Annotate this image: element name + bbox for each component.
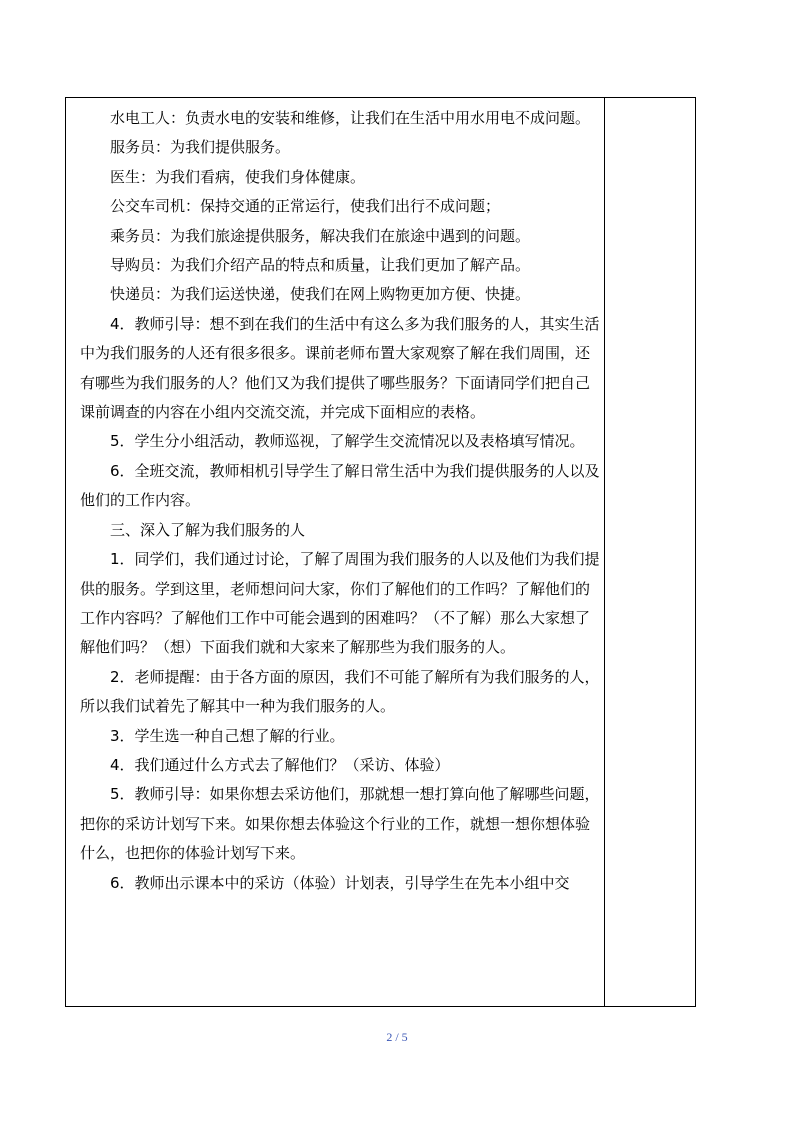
paragraph-step-5: 5．学生分小组活动，教师巡视，了解学生交流情况以及表格填写情况。 bbox=[110, 432, 585, 451]
paragraph-bus-driver: 公交车司机：保持交通的正常运行，使我们出行不成问题； bbox=[110, 197, 501, 216]
paragraph-waiter: 服务员：为我们提供服务。 bbox=[110, 138, 291, 157]
paragraph-part3-step-1: 1．同学们，我们通过讨论，了解了周围为我们服务的人以及他们为我们提供的服务。学到这里，老师想问问大家，你们了解他们的工作吗？了解他们的工作内容吗？了解他们工作中可能会遇到的困难吗？（不了解）那么大家想了解他们吗？（想）下面我们就和大家来了解那些为我们服务的人。 bbox=[80, 550, 600, 657]
paragraph-step-6: 6．全班交流，教师相机引导学生了解日常生活中为我们提供服务的人以及他们的工作内容。 bbox=[80, 461, 600, 510]
paragraph-part3-step-2: 2．老师提醒：由于各方面的原因，我们不可能了解所有为我们服务的人，所以我们试着先了解其中一种为我们服务的人。 bbox=[80, 667, 600, 716]
page-number: 2 / 5 bbox=[386, 1030, 408, 1044]
paragraph-part3-step-6: 6．教师出示课本中的采访（体验）计划表，引导学生在先本小组中交 bbox=[110, 873, 570, 892]
lesson-table bbox=[65, 97, 696, 1007]
paragraph-part3-step-4: 4．我们通过什么方式去了解他们？（采访、体验） bbox=[110, 755, 450, 774]
paragraph-step-4: 4．教师引导：想不到在我们的生活中有这么多为我们服务的人，其实生活中为我们服务的人还有很多很多。课前老师布置大家观察了解在我们周围，还有哪些为我们服务的人？他们又为我们提供了哪些服务？下面请同学们把自己课前调查的内容在小组内交流交流，并完成下面相应的表格。 bbox=[80, 314, 600, 422]
paragraph-courier: 快递员：为我们运送快递，使我们在网上购物更加方便、快捷。 bbox=[110, 285, 531, 304]
lesson-content-cell bbox=[80, 104, 600, 898]
section-heading-3: 三、深入了解为我们服务的人 bbox=[110, 520, 306, 539]
column-divider bbox=[604, 98, 605, 1006]
paragraph-shopping-guide: 导购员：为我们介绍产品的特点和质量，让我们更加了解产品。 bbox=[110, 256, 531, 275]
paragraph-doctor: 医生：为我们看病，使我们身体健康。 bbox=[110, 167, 366, 186]
paragraph-part3-step-3: 3．学生选一种自己想了解的行业。 bbox=[110, 726, 345, 745]
paragraph-water-electric: 水电工人：负责水电的安装和维修，让我们在生活中用水用电不成问题。 bbox=[110, 109, 591, 127]
paragraph-attendant: 乘务员：为我们旅途提供服务，解决我们在旅途中遇到的问题。 bbox=[110, 226, 531, 245]
paragraph-part3-step-5: 5．教师引导：如果你想去采访他们，那就想一想打算向他了解哪些问题，把你的采访计划写下来。如果你想去体验这个行业的工作，就想一想你想体验什么，也把你的体验计划写下来。 bbox=[80, 785, 600, 863]
